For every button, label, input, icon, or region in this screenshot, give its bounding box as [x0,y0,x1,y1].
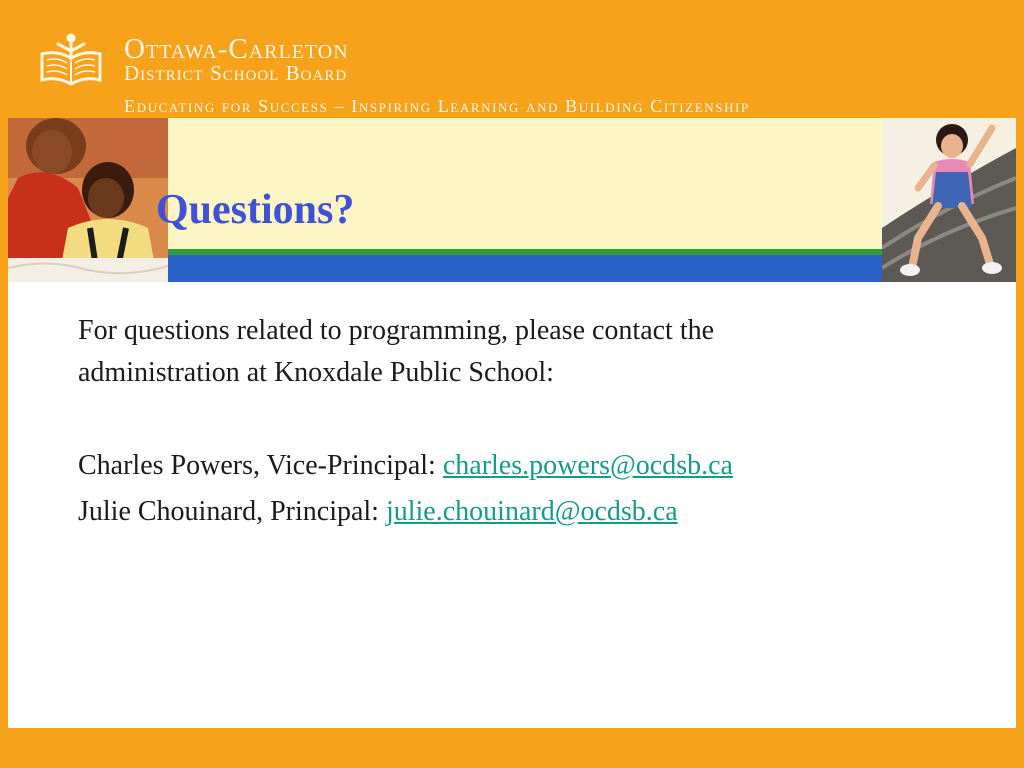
intro-paragraph: For questions related to programming, please contact the administration at Knoxdale Public School: [78,315,715,388]
vice-principal-email-link[interactable]: charles.powers@ocdsb.ca [442,450,733,481]
principal-email-link[interactable]: julie.chouinard@ocdsb.ca [385,496,678,527]
child-slide-photo-right [882,118,1016,282]
page-title: Questions? [156,187,355,233]
content-panel [8,282,1016,728]
open-book-figure-icon [38,32,104,86]
children-photo-left [8,118,168,282]
contact-label: Charles Powers, Vice-Principal: [78,450,443,481]
contact-label: Julie Chouinard, Principal: [78,496,386,527]
org-name-line1: Ottawa-Carleton [124,33,349,65]
tagline: Educating for Success – Inspiring Learning and Building Citizenship [124,96,750,116]
contact-vice-principal [78,446,733,486]
contact-principal [78,492,678,532]
org-name-line2: District School Board [124,61,348,85]
